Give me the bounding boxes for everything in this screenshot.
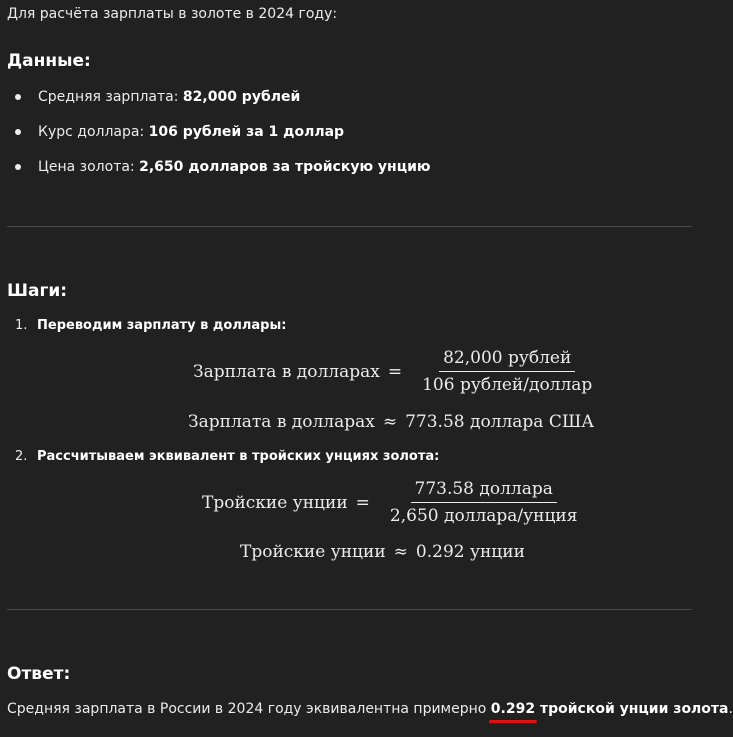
salary-label: Средняя зарплата: xyxy=(38,89,183,105)
answer-end: . xyxy=(728,701,733,717)
answer-suffix: тройской унции золота xyxy=(535,701,729,717)
step-1 xyxy=(15,318,286,333)
fraction-numerator: 82,000 рублей xyxy=(439,348,575,372)
step-number: 2. xyxy=(15,449,28,464)
answer-highlight-value: 0.292 xyxy=(490,701,536,717)
steps-heading: Шаги: xyxy=(7,281,68,301)
data-heading: Данные: xyxy=(7,51,91,71)
step-title: Переводим зарплату в доллары: xyxy=(37,318,287,333)
fraction-denominator: 2,650 доллара/унция xyxy=(389,506,578,526)
list-item-salary xyxy=(0,86,431,121)
fraction-denominator: 106 рублей/доллар xyxy=(422,375,593,395)
step-title: Рассчитываем эквивалент в тройских унциях золота: xyxy=(37,449,440,464)
answer-prefix: Средняя зарплата в России в 2024 году эквивалентна примерно xyxy=(7,701,491,717)
exchange-rate-label: Курс доллара: xyxy=(38,124,149,140)
approx-sign: ≈ xyxy=(393,542,408,562)
equation-ounces-result xyxy=(240,542,525,562)
fraction-numerator: 773.58 доллара xyxy=(411,479,557,503)
equation-salary-usd-fraction xyxy=(193,348,596,395)
approx-sign: ≈ xyxy=(382,412,398,432)
divider xyxy=(7,609,692,610)
list-item-gold-price xyxy=(0,156,431,191)
answer-heading: Ответ: xyxy=(7,664,71,684)
step-number: 1. xyxy=(15,318,28,333)
intro-text: Для расчёта зарплаты в золоте в 2024 году: xyxy=(7,6,338,22)
equals-sign: = xyxy=(387,361,403,382)
answer-text xyxy=(7,701,733,717)
equation-lhs: Тройские унции xyxy=(240,542,386,562)
equals-sign: = xyxy=(355,492,370,513)
gold-price-label: Цена золота: xyxy=(38,159,140,175)
gold-price-value: 2,650 долларов за тройскую унцию xyxy=(139,159,431,175)
equation-lhs: Зарплата в долларах xyxy=(193,361,380,382)
data-list xyxy=(0,86,431,191)
equation-salary-usd-result xyxy=(188,412,594,432)
equation-rhs: 0.292 унции xyxy=(415,542,525,562)
equation-ounces-fraction xyxy=(202,479,581,526)
equation-rhs: 773.58 доллара США xyxy=(405,412,595,432)
divider xyxy=(7,226,692,227)
salary-value: 82,000 рублей xyxy=(182,89,301,105)
list-item-exchange-rate xyxy=(0,121,431,156)
equation-lhs: Тройские унции xyxy=(202,492,348,513)
equation-lhs: Зарплата в долларах xyxy=(188,412,375,432)
fraction xyxy=(418,348,596,395)
fraction xyxy=(386,479,582,526)
step-2 xyxy=(15,449,439,464)
exchange-rate-value: 106 рублей за 1 доллар xyxy=(148,124,345,140)
